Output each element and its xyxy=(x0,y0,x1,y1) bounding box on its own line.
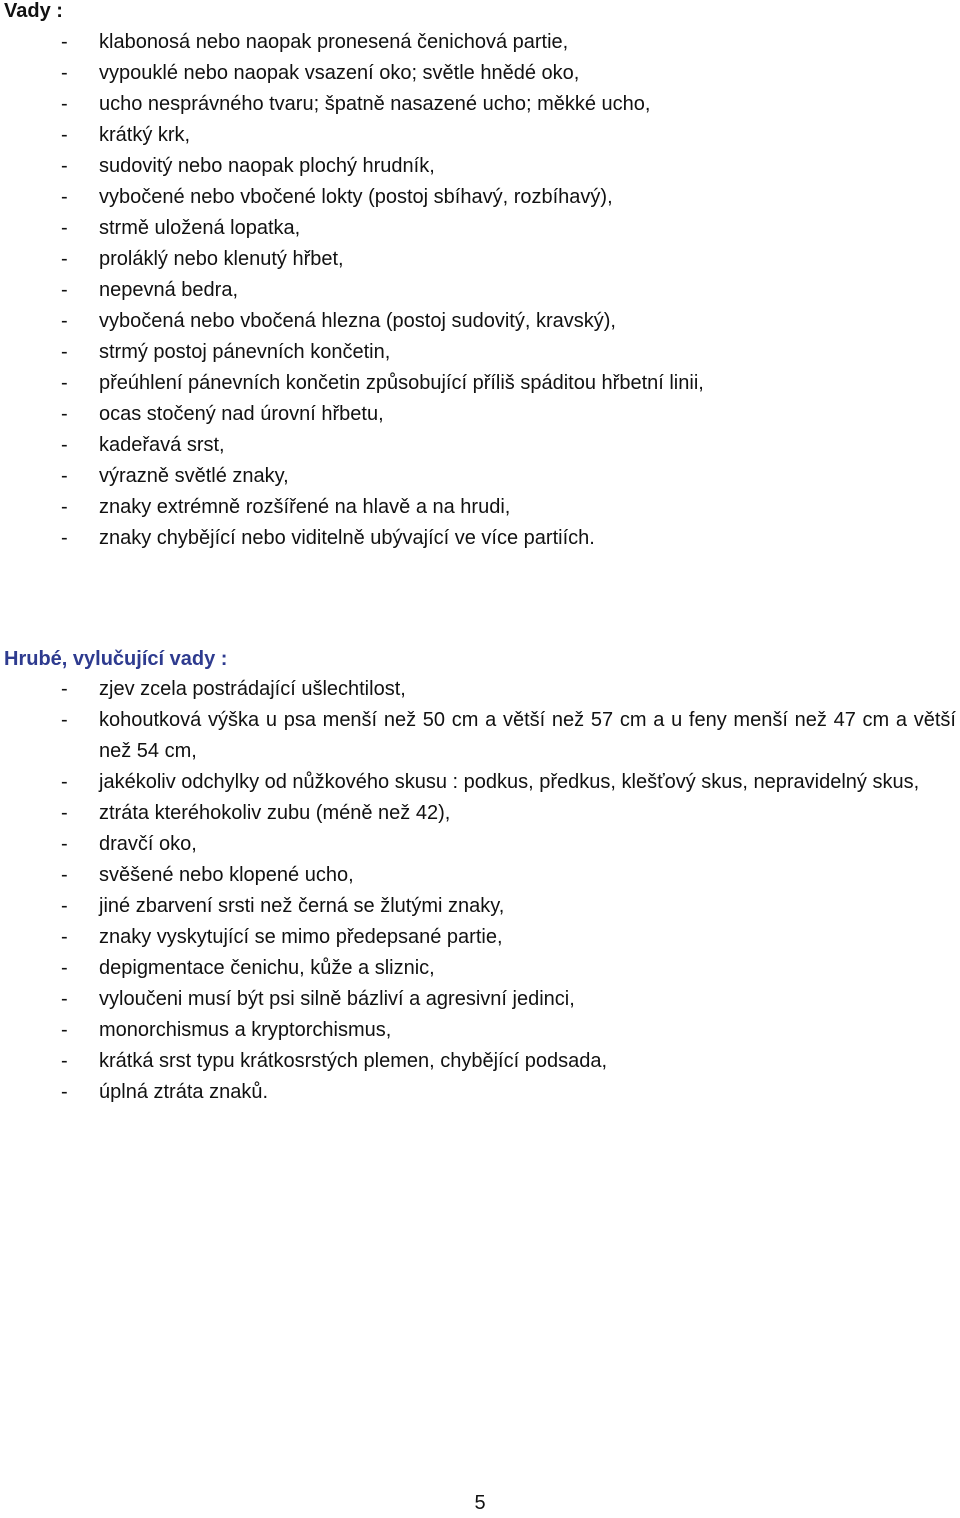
list-item xyxy=(0,120,958,151)
list-item-text: klabonosá nebo naopak pronesená čenichová partie, xyxy=(99,31,569,53)
list-item-text: proláklý nebo klenutý hřbet, xyxy=(99,248,344,270)
list-item xyxy=(0,767,958,798)
list-item-text: depigmentace čenichu, kůže a sliznic, xyxy=(99,957,435,979)
list-bullet: - xyxy=(61,403,68,425)
list-bullet: - xyxy=(61,527,68,549)
list-item-text: znaky chybějící nebo viditelně ubývající ve více partiích. xyxy=(99,527,595,549)
list-bullet: - xyxy=(61,217,68,239)
list-item-text: kadeřavá srst, xyxy=(99,434,225,456)
list-item xyxy=(0,953,958,984)
list-bullet: - xyxy=(61,771,68,793)
list-bullet: - xyxy=(61,124,68,146)
list-bullet: - xyxy=(61,1081,68,1103)
page-number: 5 xyxy=(474,1492,486,1514)
list-bullet: - xyxy=(61,496,68,518)
list-bullet: - xyxy=(61,988,68,1010)
list-item-text: ocas stočený nad úrovní hřbetu, xyxy=(99,403,384,425)
list-item xyxy=(0,275,958,306)
list-item-text: krátká srst typu krátkosrstých plemen, chybějící podsada, xyxy=(99,1050,607,1072)
list-item-text: strmý postoj pánevních končetin, xyxy=(99,341,391,363)
list-item-text: znaky vyskytující se mimo předepsané partie, xyxy=(99,926,503,948)
list-bullet: - xyxy=(61,833,68,855)
list-bullet: - xyxy=(61,678,68,700)
list-bullet: - xyxy=(61,186,68,208)
list-item xyxy=(0,213,958,244)
list-item xyxy=(0,860,958,891)
list-item-text: vybočené nebo vbočené lokty (postoj sbíhavý, rozbíhavý), xyxy=(99,186,613,208)
list-item-text: sudovitý nebo naopak plochý hrudník, xyxy=(99,155,435,177)
list-item xyxy=(0,1077,958,1108)
list-item xyxy=(0,705,958,767)
list-bullet: - xyxy=(61,434,68,456)
list-bullet: - xyxy=(61,310,68,332)
list-item xyxy=(0,492,958,523)
list-bullet: - xyxy=(61,248,68,270)
list-item xyxy=(0,829,958,860)
list-item-text: dravčí oko, xyxy=(99,833,197,855)
list-bullet: - xyxy=(61,895,68,917)
list-item-text: úplná ztráta znaků. xyxy=(99,1081,268,1103)
list-item-text: ztráta kteréhokoliv zubu (méně než 42), xyxy=(99,802,451,824)
list-bullet: - xyxy=(61,372,68,394)
list-item-text: vypouklé nebo naopak vsazení oko; světle hnědé oko, xyxy=(99,62,580,84)
list-item xyxy=(0,27,958,58)
list-bullet: - xyxy=(61,957,68,979)
list-item-text: znaky extrémně rozšířené na hlavě a na hrudi, xyxy=(99,496,511,518)
heading-hrube-vady: Hrubé, vylučující vady : xyxy=(4,648,228,670)
list-item-text: strmě uložená lopatka, xyxy=(99,217,301,239)
list-item xyxy=(0,461,958,492)
list-item-text: přeúhlení pánevních končetin způsobující příliš spáditou hřbetní linii, xyxy=(99,372,704,394)
list-item xyxy=(0,58,958,89)
list-item xyxy=(0,674,958,705)
list-item xyxy=(0,523,958,554)
list-bullet: - xyxy=(61,926,68,948)
list-bullet: - xyxy=(61,31,68,53)
list-item-text: jiné zbarvení srsti než černá se žlutými znaky, xyxy=(99,895,505,917)
list-item xyxy=(0,337,958,368)
list-item-text: monorchismus a kryptorchismus, xyxy=(99,1019,392,1041)
list-bullet: - xyxy=(61,279,68,301)
list-item-text: vybočená nebo vbočená hlezna (postoj sudovitý, kravský), xyxy=(99,310,616,332)
list-bullet: - xyxy=(61,155,68,177)
list-item xyxy=(0,1046,958,1077)
list-item xyxy=(0,244,958,275)
list-bullet: - xyxy=(61,1019,68,1041)
list-item-text: svěšené nebo klopené ucho, xyxy=(99,864,354,886)
list-item-text: jakékoliv odchylky od nůžkového skusu : podkus, předkus, klešťový skus, nepravidelný skus, xyxy=(99,771,920,793)
list-item-text: zjev zcela postrádající ušlechtilost, xyxy=(99,678,406,700)
list-item xyxy=(0,922,958,953)
list-item-text: nepevná bedra, xyxy=(99,279,239,301)
list-bullet: - xyxy=(61,802,68,824)
list-bullet: - xyxy=(61,341,68,363)
list-item xyxy=(0,430,958,461)
faults-list xyxy=(0,27,958,554)
list-item xyxy=(0,984,958,1015)
list-item xyxy=(0,151,958,182)
list-item-text: krátký krk, xyxy=(99,124,191,146)
list-item-text: vyloučeni musí být psi silně bázliví a agresivní jedinci, xyxy=(99,988,575,1010)
list-item-text: výrazně světlé znaky, xyxy=(99,465,289,487)
list-bullet: - xyxy=(61,93,68,115)
heading-vady: Vady : xyxy=(4,0,63,22)
list-item xyxy=(0,891,958,922)
list-item xyxy=(0,89,958,120)
list-item xyxy=(0,798,958,829)
disqualifying-faults-list xyxy=(0,674,958,1108)
list-bullet: - xyxy=(61,864,68,886)
list-item-text: ucho nesprávného tvaru; špatně nasazené ucho; měkké ucho, xyxy=(99,93,651,115)
list-bullet: - xyxy=(61,1050,68,1072)
list-item xyxy=(0,368,958,399)
list-item xyxy=(0,399,958,430)
list-item xyxy=(0,1015,958,1046)
list-item xyxy=(0,182,958,213)
list-item-text: kohoutková výška u psa menší než 50 cm a větší než 57 cm a u feny menší než 47 cm a větší než 54 cm, xyxy=(99,709,956,762)
list-bullet: - xyxy=(61,709,68,731)
list-bullet: - xyxy=(61,62,68,84)
list-bullet: - xyxy=(61,465,68,487)
list-item xyxy=(0,306,958,337)
